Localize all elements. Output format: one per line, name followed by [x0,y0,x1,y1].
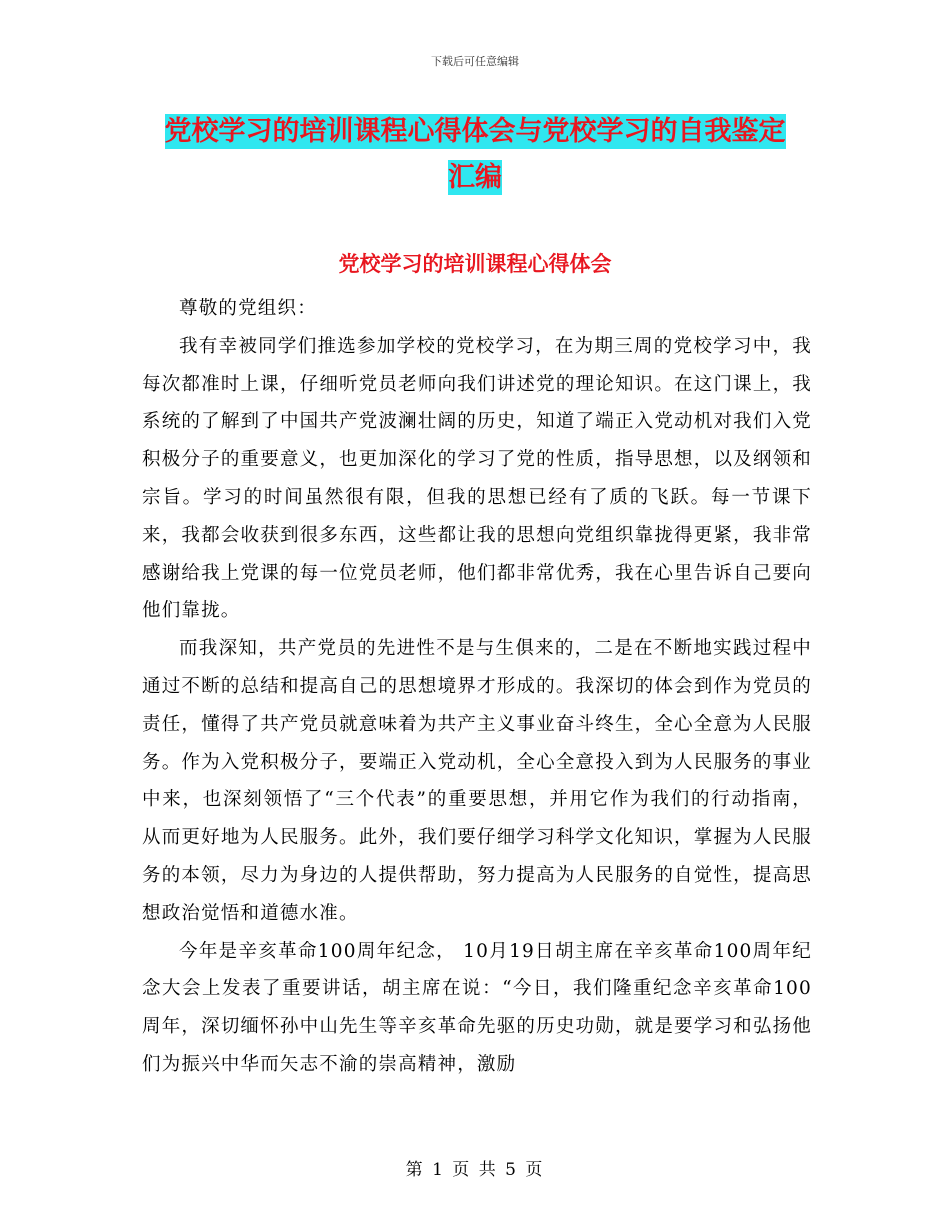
header-note: 下载后可任意编辑 [431,55,519,68]
paragraph-3: 今年是辛亥革命100周年纪念， 10月19日胡主席在辛亥革命100周年纪念大会上发表了重要讲话，胡主席在说：“今日，我们隆重纪念辛亥革命100周年，深切缅怀孙中山先生等辛亥革命先驱的历史功勋，就是要学习和弘扬他们为振兴中华而矢志不渝的崇高精神，激励 [142,940,812,1075]
paragraph-1: 我有幸被同学们推选参加学校的党校学习，在为期三周的党校学习中，我每次都准时上课，仔细听党员老师向我们讲述党的理论知识。在这门课上，我系统的了解到了中国共产党波澜壮阔的历史，知道了端正入党动机对我们入党积极分子的重要意义，也更加深化的学习了党的性质，指导思想，以及纲领和宗旨。学习的时间虽然很有限，但我的思想已经有了质的飞跃。每一节课下来，我都会收获到很多东西，这些都让我的思想向党组织靠拢得更紧，我非常感谢给我上党课的每一位党员老师，他们都非常优秀，我在心里告诉自己要向他们靠拢。 [142,335,812,622]
section-title: 党校学习的培训课程心得体会 [338,252,612,276]
salutation: 尊敬的党组织： [179,298,317,319]
page-footer: 第 1 页 共 5 页 [405,1160,545,1180]
document-title-line1: 党校学习的培训课程心得体会与党校学习的自我鉴定 [164,116,786,147]
document-title [140,109,810,201]
body-text [142,290,812,1084]
paragraph-2: 而我深知，共产党员的先进性不是与生俱来的，二是在不断地实践过程中通过不断的总结和提高自己的思想境界才形成的。我深切的体会到作为党员的责任，懂得了共产党员就意味着为共产主义事业奋斗终生，全心全意为人民服务。作为入党积极分子，要端正入党动机，全心全意投入到为人民服务的事业中来，也深刻领悟了“三个代表”的重要思想，并用它作为我们的行动指南，从而更好地为人民服务。此外，我们要仔细学习科学文化知识，掌握为人民服务的本领，尽力为身边的人提供帮助，努力提高为人民服务的自觉性，提高思想政治觉悟和道德水准。 [142,638,812,924]
document-title-line2: 汇编 [448,162,502,193]
